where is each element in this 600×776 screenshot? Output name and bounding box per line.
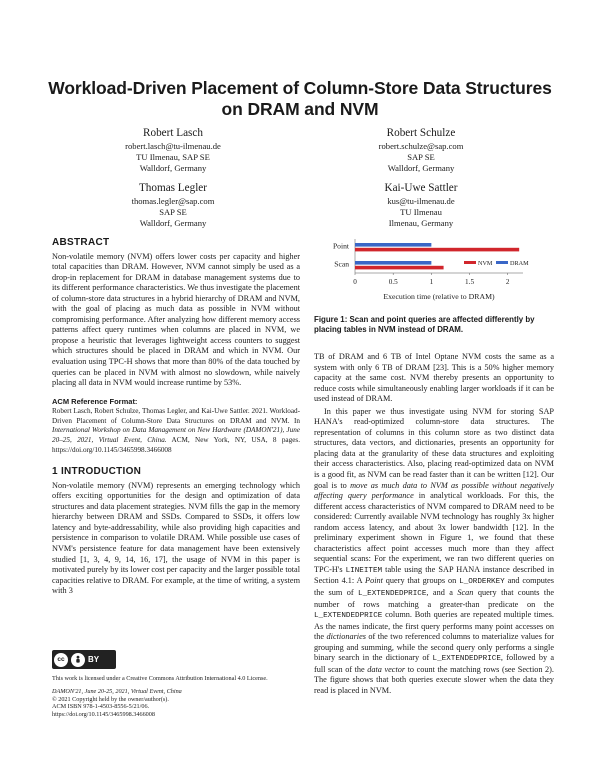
figure-1-chart xyxy=(318,237,548,307)
code-run: L_ORDERKEY xyxy=(459,578,505,587)
author-block-legler xyxy=(88,181,258,230)
left-column xyxy=(52,238,300,597)
intro-text: Non-volatile memory (NVM) represents an emerging technology which offers exciting opportunities for the design and optimization of data structures and data placement strategies. NVM fills the gap in the memory hierarchy between DRAM and SSDs. Compared to SSDs, it offers low latency and byte-addressability, while also providing high capacities and persistence in comparison to volatile DRAM. While possible use cases of NVM's persistence feature for data management have been extensively studied [1, 3, 4, 9, 14, 16, 17], the usage of NVM in this paper is motivated purely by its lower cost per capacity and the larger possible total capacities relative to DRAM. For example, at the time of writing, a system with 3 xyxy=(52,480,300,596)
code-run: LINEITEM xyxy=(345,566,383,575)
emphasis-run: move as much data to NVM as possible without negatively affecting query performance xyxy=(314,480,555,501)
author-name: Thomas Legler xyxy=(138,182,208,194)
emphasis-run: data vector xyxy=(367,664,406,674)
paper-title xyxy=(40,78,560,120)
author-email: robert.schulze@sap.com xyxy=(378,141,464,151)
figure-caption: Figure 1: Scan and point queries are affected differently by placing tables in NVM instead of DRAM. xyxy=(314,315,535,335)
x-axis-title: Execution time (relative to DRAM) xyxy=(383,292,495,301)
creative-commons-icon xyxy=(52,650,116,669)
text-run: to count the matching rows (see Section 2). The figure shows that both queries execute slower when the data they read is placed in NVM. xyxy=(314,664,554,695)
text-run: and computes the sum of xyxy=(314,576,554,598)
author-name: Robert Lasch xyxy=(143,127,203,139)
text-run: in analytical workloads. For this, the different access characteristics of NVM compared to DRAM need to be considered: Currently available NVM technology has roughly 3x higher random access latency, and about 3x lower bandwidth [12]. In the preliminary experiment shown in Figure 1, we found that these characteristics affect point accesses much more than they affect sequential scans: For the experiment, we ran two different queries on TPC-H's xyxy=(314,491,554,574)
author-affiliation: SAP SE xyxy=(159,207,187,218)
text-run: column. Both queries are repeated multiple times. As the names indicate, the first query performs many point accesses on the xyxy=(314,610,554,642)
category-label-scan: Scan xyxy=(334,259,349,269)
code-run: L_EXTENDEDPRICE xyxy=(432,655,501,664)
bar-nvm-point xyxy=(355,248,519,252)
license-line: This work is licensed under a Creative Commons Attribution International 4.0 License. xyxy=(52,675,268,682)
right-column xyxy=(314,352,554,697)
acm-ref-doi: ACM, New York, NY, USA, 8 pages. https://doi.org/10.1145/3465998.3466008 xyxy=(52,435,301,454)
code-run: L_EXTENDEDPRICE xyxy=(314,612,383,621)
author-location: Walldorf, Germany xyxy=(387,163,455,174)
author-location: Walldorf, Germany xyxy=(139,218,207,229)
emphasis-run: Scan xyxy=(457,588,474,598)
x-tick-label: 0 xyxy=(353,278,357,286)
text-run: of the two referenced columns to materialize values for grouping and summing, while the second query only performs a single binary search in the dictionary of xyxy=(314,632,554,663)
bar-nvm-scan xyxy=(355,266,444,270)
author-email: robert.lasch@tu-ilmenau.de xyxy=(125,141,221,151)
x-tick-label: 2 xyxy=(505,278,510,286)
author-block-schulze xyxy=(336,126,506,175)
text-run: , followed by a full scan of the xyxy=(314,653,554,674)
code-run: L_EXTENDEDPRICE xyxy=(358,590,427,599)
author-email: thomas.legler@sap.com xyxy=(131,196,215,206)
author-name: Kai-Uwe Sattler xyxy=(384,182,458,194)
intro-heading: 1 INTRODUCTION xyxy=(52,466,142,478)
text-run: In this paper we thus investigate using NVM for storing SAP HANA's read-optimized column-store data structures. The representation of columns in this column store as two distinct data structures, data vectors, and dictionaries, presents an opportunity for placing data at the granularity of these data structures and exploiting their access characteristics. Also, placing read-optimized data on NVM is a good fit, as NVM can be read faster than it can be written [12]. Our goal is to xyxy=(314,406,554,490)
right-paragraph-1: TB of DRAM and 6 TB of Intel Optane NVM costs the same as a system with only 6 TB of DRAM [23]. This is a 50% higher memory capacity at the same cost. NVM thereby presents an opportunity to reduce costs while simultaneously enabling larger workloads if it can be used instead of DRAM. xyxy=(314,352,554,404)
person-icon xyxy=(73,655,83,665)
title-line-2: on DRAM and NVM xyxy=(221,99,379,119)
cc-badge xyxy=(52,650,300,669)
license-venue: DAMON'21, June 20-25, 2021, Virtual Event, China xyxy=(52,687,182,695)
acm-reference-heading: ACM Reference Format: xyxy=(52,396,138,406)
text-run: query that counts the number of rows matching a greater-than predicate on the xyxy=(314,588,554,609)
text-run: query that groups on xyxy=(382,576,460,586)
author-block-lasch xyxy=(88,126,258,175)
attribution-person-icon xyxy=(71,653,85,667)
emphasis-run: dictionaries xyxy=(326,632,366,642)
legend-label-nvm: NVM xyxy=(478,260,493,267)
abstract-heading: ABSTRACT xyxy=(52,237,110,248)
bar-dram-point xyxy=(355,243,431,247)
author-affiliation: TU Ilmenau xyxy=(400,207,442,218)
acm-reference-text xyxy=(52,407,300,455)
title-line-1: Workload-Driven Placement of Column-Store Data Structures xyxy=(48,78,552,98)
cc-logo-mark: cc xyxy=(54,653,68,667)
bar-dram-scan xyxy=(355,261,431,265)
emphasis-run: Point xyxy=(365,576,383,586)
text-run: , and a xyxy=(426,588,458,598)
category-label-point: Point xyxy=(332,241,349,251)
author-location: Walldorf, Germany xyxy=(139,163,207,174)
legend-label-dram: DRAM xyxy=(510,260,529,267)
author-block-sattler xyxy=(336,181,506,230)
cc-by-label: BY xyxy=(88,654,100,664)
author-name: Robert Schulze xyxy=(386,127,456,139)
x-tick-label: 0.5 xyxy=(388,278,398,286)
author-affiliation: TU Ilmenau, SAP SE xyxy=(136,152,210,163)
license-block xyxy=(52,650,300,719)
author-location: Ilmenau, Germany xyxy=(388,218,454,229)
text-run: table using the SAP HANA instance described in Section 4.1: A xyxy=(314,564,554,586)
x-tick-label: 1 xyxy=(429,278,434,286)
license-doi: https://doi.org/10.1145/3465998.3466008 xyxy=(52,711,155,719)
right-paragraph-2 xyxy=(314,407,554,697)
acm-ref-venue: International Workshop on Data Management on New Hardware (DAMON'21), June 20–25, 2021, Virtual Event, China. xyxy=(52,426,300,444)
author-affiliation: SAP SE xyxy=(407,152,435,163)
x-tick-label: 1.5 xyxy=(465,278,475,286)
abstract-text: Non-volatile memory (NVM) offers lower costs per capacity and higher total capacities than DRAM. However, NVM cannot simply be used as a drop-in replacement for DRAM in database management systems due to its different performance characteristics. We thus investigate the placement of column-store data structures in a hybrid hierarchy of DRAM and NVM, with the goal of placing as much data as possible in NVM without compromising performance. After analyzing how different memory access patterns affect query runtimes when columns are placed in NVM, we propose a heuristic that leverages lightweight access counters to suggest which structures should be placed in DRAM and which in NVM. Our evaluation using TPC-H shows that more than 80% of the data touched by queries can be placed in NVM with almost no slowdown, while naively placing all data in NVM would increase runtime by 53%. xyxy=(52,251,300,388)
acm-ref-part: Robert Lasch, Robert Schulze, Thomas Legler, and Kai-Uwe Sattler. 2021. Workload-Driven Placement of Column-Store Data Structures on DRAM and NVM. In xyxy=(52,407,300,425)
author-email: kus@tu-ilmenau.de xyxy=(387,196,455,206)
license-copyright: © 2021 Copyright held by the owner/author(s). xyxy=(52,695,169,703)
license-isbn: ACM ISBN 978-1-4503-8556-5/21/06. xyxy=(52,703,150,711)
